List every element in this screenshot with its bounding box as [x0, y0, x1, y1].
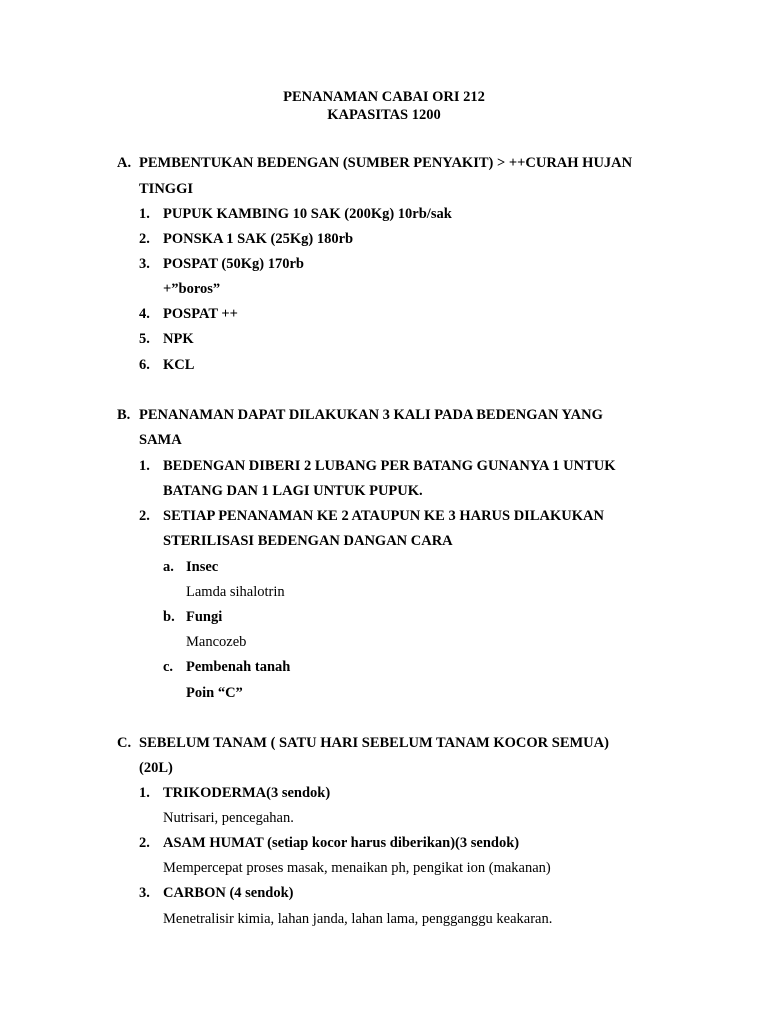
list-item-number: 2.: [139, 508, 150, 524]
list-item: PONSKA 1 SAK (25Kg) 180rb: [163, 231, 354, 247]
list-item-number: 1.: [139, 458, 150, 474]
list-item-number: 2.: [139, 231, 150, 247]
sub-item-letter: c.: [163, 659, 174, 675]
sub-item-letter: b.: [163, 609, 175, 625]
section-b-marker: B.: [117, 407, 131, 423]
list-item-number: 5.: [139, 331, 150, 347]
sub-item-label: Insec: [186, 559, 219, 575]
list-item-cont: BATANG DAN 1 LAGI UNTUK PUPUK.: [163, 483, 423, 499]
list-item-cont: STERILISASI BEDENGAN DANGAN CARA: [163, 533, 453, 549]
sub-item-detail: Poin “C”: [186, 685, 243, 701]
list-item-number: 1.: [139, 206, 150, 222]
list-item: CARBON (4 sendok): [163, 885, 294, 901]
sub-item-detail: Lamda sihalotrin: [186, 584, 285, 600]
doc-subtitle: KAPASITAS 1200: [327, 107, 441, 123]
list-item-number: 4.: [139, 306, 150, 322]
list-item: POSPAT ++: [163, 306, 238, 322]
list-item-detail: Nutrisari, pencegahan.: [163, 810, 294, 826]
section-a-heading: PEMBENTUKAN BEDENGAN (SUMBER PENYAKIT) > ++CURAH HUJAN: [139, 155, 633, 171]
section-a-marker: A.: [117, 155, 132, 171]
section-c-heading: SEBELUM TANAM ( SATU HARI SEBELUM TANAM KOCOR SEMUA): [139, 735, 609, 751]
list-item-detail: Mempercepat proses masak, menaikan ph, pengikat ion (makanan): [163, 860, 551, 876]
sub-item-detail: Mancozeb: [186, 634, 247, 650]
list-item-number: 1.: [139, 785, 150, 801]
list-item: PUPUK KAMBING 10 SAK (200Kg) 10rb/sak: [163, 206, 452, 222]
list-item: KCL: [163, 357, 195, 373]
list-item-detail: Menetralisir kimia, lahan janda, lahan lama, pengganggu keakaran.: [163, 911, 553, 927]
list-item-number: 2.: [139, 835, 150, 851]
list-item: ASAM HUMAT (setiap kocor harus diberikan)(3 sendok): [163, 835, 520, 851]
section-c-marker: C.: [117, 735, 132, 751]
list-item-number: 3.: [139, 256, 150, 272]
list-item: TRIKODERMA(3 sendok): [163, 785, 331, 801]
section-b-heading: PENANAMAN DAPAT DILAKUKAN 3 KALI PADA BEDENGAN YANG: [139, 407, 603, 423]
list-item: NPK: [163, 331, 194, 347]
doc-title: PENANAMAN CABAI ORI 212: [283, 89, 485, 105]
sub-item-label: Pembenah tanah: [186, 659, 291, 675]
list-item-note: +”boros”: [163, 281, 221, 297]
section-a-heading-cont: TINGGI: [139, 181, 193, 197]
list-item: BEDENGAN DIBERI 2 LUBANG PER BATANG GUNANYA 1 UNTUK: [163, 458, 616, 474]
sub-item-label: Fungi: [186, 609, 223, 625]
sub-item-letter: a.: [163, 559, 174, 575]
section-c-heading-cont: (20L): [139, 760, 173, 776]
list-item: SETIAP PENANAMAN KE 2 ATAUPUN KE 3 HARUS DILAKUKAN: [163, 508, 604, 524]
section-b-heading-cont: SAMA: [139, 432, 182, 448]
list-item-number: 6.: [139, 357, 150, 373]
list-item-number: 3.: [139, 885, 150, 901]
list-item: POSPAT (50Kg) 170rb: [163, 256, 304, 272]
